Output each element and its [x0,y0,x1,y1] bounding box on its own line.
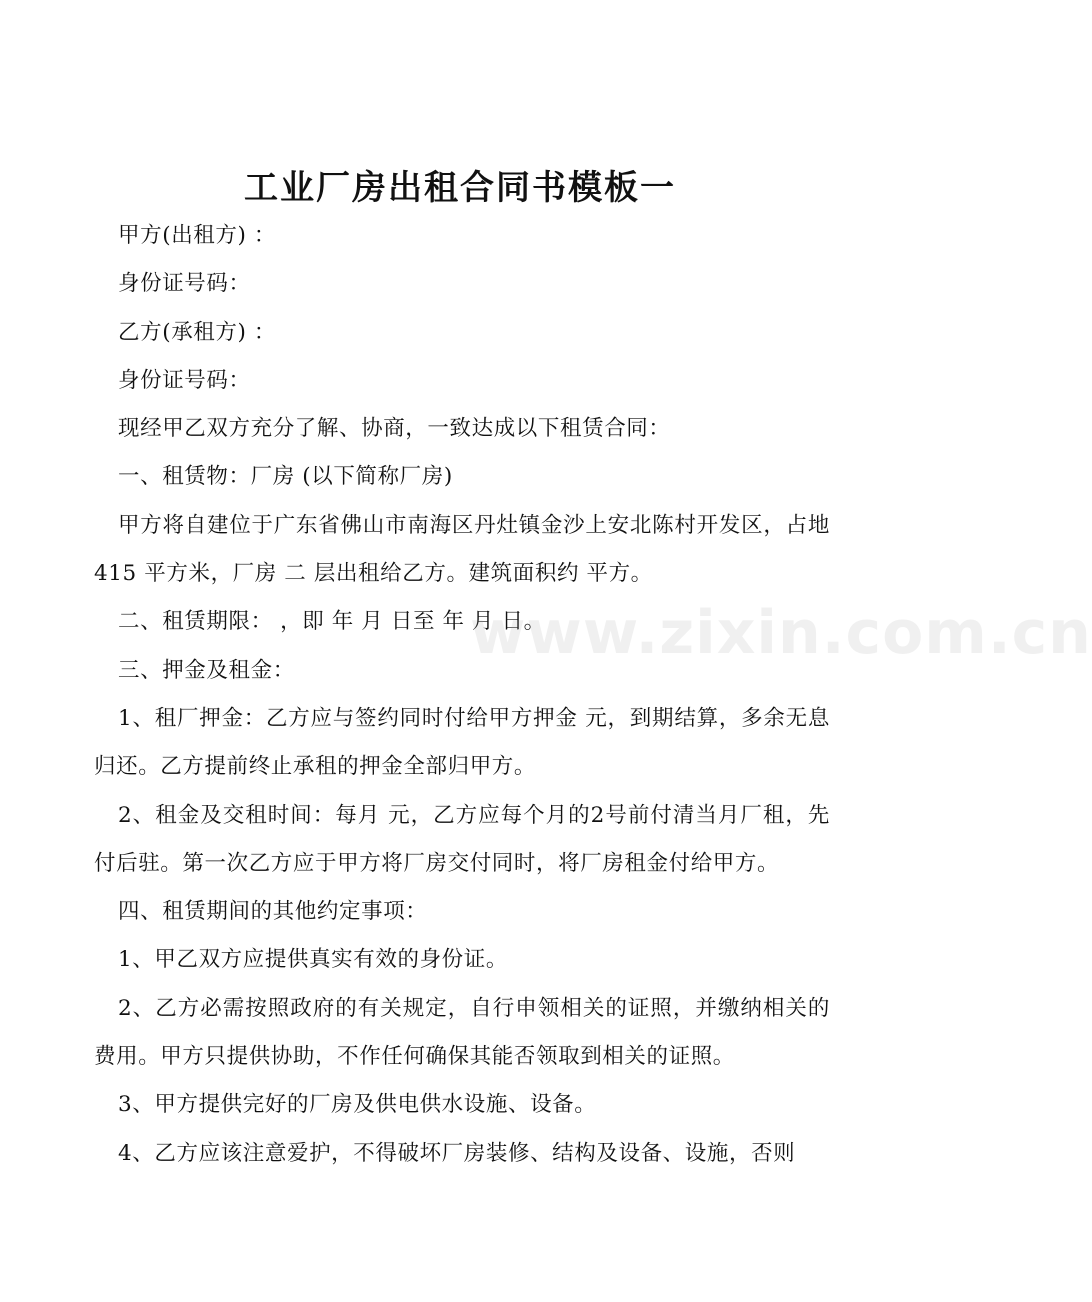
paragraph-preamble: 现经甲乙双方充分了解、协商，一致达成以下租赁合同： [118,416,671,442]
section-heading-deposit-rent: 三、押金及租金： [118,657,295,683]
paragraph-term-1: 1、甲乙双方应提供真实有效的身份证。 [118,947,508,973]
paragraph-deposit: 1、租厂押金：乙方应与签约同时付给甲方押金 元，到期结算，多余无息归还。乙方提前终止承租的押金全部归甲方。 [94,705,830,780]
paragraph-lessee-id: 身份证号码： [118,367,251,393]
paragraph-term-4: 4、乙方应该注意爱护，不得破坏厂房装修、结构及设备、设施，否则 [118,1140,796,1166]
paragraph-lessor: 甲方(出租方) ： [118,223,277,248]
paragraph-rent-payment: 2、租金及交租时间：每月 元，乙方应每个月的2号前付清当月厂租，先付后驻。第一次乙方应于甲方将厂房交付同时，将厂房租金付给甲方。 [94,802,830,876]
paragraph-lessee: 乙方(承租方) ： [118,319,277,345]
section-heading-lease-term: 二、租赁期限： ，即 年 月 日至 年 月 日。 [118,609,546,635]
document-body [94,212,830,1178]
paragraph-term-2: 2、乙方必需按照政府的有关规定，自行申领相关的证照，并缴纳相关的费用。甲方只提供协助，不作任何确保其能否领取到相关的证照。 [94,995,830,1070]
paragraph-term-3: 3、甲方提供完好的厂房及供电供水设施、设备。 [118,1092,597,1118]
watermark: www.zixin.com.cn [470,598,1092,668]
paragraph-lessor-id: 身份证号码： [118,271,251,297]
section-heading-leased-property: 一、租赁物：厂房 (以下简称厂房) [118,464,453,490]
paragraph-property-description: 甲方将自建位于广东省佛山市南海区丹灶镇金沙上安北陈村开发区，占地 415 平方米，厂房 二 层出租给乙方。建筑面积约 平方。 [94,512,830,587]
section-heading-other-terms: 四、租赁期间的其他约定事项： [118,899,428,925]
document-title: 工业厂房出租合同书模板一 [244,168,676,208]
